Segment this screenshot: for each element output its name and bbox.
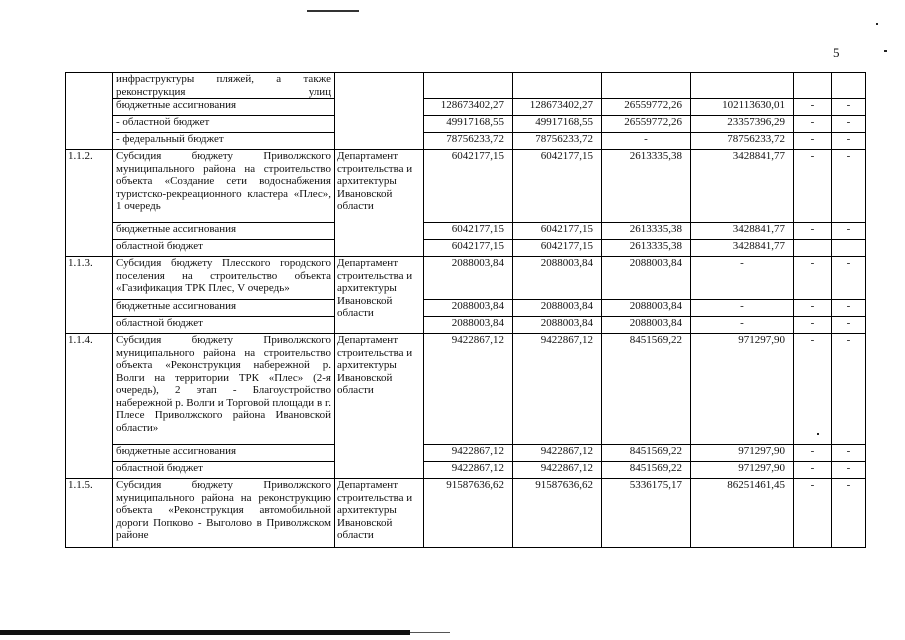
value-cell: - (794, 462, 832, 479)
value-cell: - (832, 317, 866, 334)
scan-artifact-bottom (0, 630, 410, 635)
value-cell: - (691, 300, 794, 317)
table-row (66, 73, 866, 99)
item-text: Субсидия бюджету Приволжского муниципального района на строительство объекта «Реконструкция набережной р. Волги на территории ТРК «Плес» (2-я очередь), 2 этап - Благоустройство набережной р. Волги и Торговой площади в г. Плесе Приволжского района Ивановской области» (113, 334, 335, 445)
value-cell: 3428841,77 (691, 223, 794, 240)
table-row (66, 445, 866, 462)
table-row (66, 150, 866, 223)
item-text: Субсидия бюджету Приволжского муниципального района на реконструкцию объекта «Реконструкция автомобильной дороги Попково - Выголово в Приволжском районе (113, 479, 335, 548)
item-code: 1.1.3. (66, 257, 113, 334)
value-cell: 2088003,84 (424, 300, 513, 317)
item-text: Субсидия бюджету Приволжского муниципального района на строительство объекта «Создание сети водоснабжения туристско-рекреационного кластера «Плес», 1 очередь (113, 150, 335, 223)
value-cell: 78756233,72 (513, 133, 602, 150)
table-row (66, 99, 866, 116)
item-org: Департамент строительства и архитектуры Ивановской области (335, 479, 424, 548)
value-cell: 91587636,62 (513, 479, 602, 548)
item-code: 1.1.2. (66, 150, 113, 257)
value-cell: - (691, 257, 794, 300)
value-cell: 9422867,12 (513, 462, 602, 479)
table-row (66, 300, 866, 317)
row-label: областной бюджет (113, 317, 335, 334)
value-cell: - (794, 300, 832, 317)
table-row (66, 133, 866, 150)
value-cell: 971297,90 (691, 445, 794, 462)
value-cell: 2613335,38 (602, 223, 691, 240)
item-text: Субсидия бюджету Плесского городского поселения на строительство объекта «Газификация ТРК Плес, V очередь» (113, 257, 335, 300)
value-cell: 49917168,55 (424, 116, 513, 133)
scan-dot (884, 50, 887, 52)
value-cell: 9422867,12 (424, 334, 513, 445)
value-cell: - (832, 257, 866, 300)
value-cell: - (832, 116, 866, 133)
value-cell: - (794, 479, 832, 548)
value-cell: - (691, 317, 794, 334)
value-cell: 6042177,15 (513, 240, 602, 257)
value-cell: - (794, 257, 832, 300)
value-cell: - (832, 300, 866, 317)
value-cell: 2088003,84 (424, 317, 513, 334)
value-cell (794, 240, 832, 257)
value-cell: 2613335,38 (602, 150, 691, 223)
value-cell: 2613335,38 (602, 240, 691, 257)
value-cell: 2088003,84 (513, 317, 602, 334)
row-label: - федеральный бюджет (113, 133, 335, 150)
table-row (66, 317, 866, 334)
value-cell: - (832, 445, 866, 462)
value-cell: 2088003,84 (513, 257, 602, 300)
value-cell: 6042177,15 (424, 240, 513, 257)
value-cell: - (794, 116, 832, 133)
row-label: областной бюджет (113, 462, 335, 479)
value-cell: 78756233,72 (424, 133, 513, 150)
value-cell: 8451569,22 (602, 334, 691, 445)
row-label: - областной бюджет (113, 116, 335, 133)
value-cell: 9422867,12 (513, 445, 602, 462)
value-cell: - (794, 445, 832, 462)
value-cell: - (832, 462, 866, 479)
item-code: 1.1.5. (66, 479, 113, 548)
value-cell: - (832, 133, 866, 150)
item-org: Департамент строительства и архитектуры Ивановской области (335, 334, 424, 479)
value-cell: - (794, 99, 832, 116)
value-cell: 2088003,84 (513, 300, 602, 317)
value-cell: - (794, 133, 832, 150)
code-cell (66, 73, 113, 150)
org-cell (335, 73, 424, 150)
row-label: бюджетные ассигнования (113, 99, 335, 116)
value-cell: - (832, 150, 866, 223)
value-cell (832, 240, 866, 257)
value-cell: 9422867,12 (424, 462, 513, 479)
value-cell: - (794, 317, 832, 334)
table-row (66, 257, 866, 300)
value-cell: 6042177,15 (424, 150, 513, 223)
table-row (66, 462, 866, 479)
value-cell: 9422867,12 (513, 334, 602, 445)
scan-artifact-top (307, 10, 359, 12)
row-label: бюджетные ассигнования (113, 445, 335, 462)
value-cell: - (794, 334, 832, 445)
value-cell: 26559772,26 (602, 116, 691, 133)
value-cell: 23357396,29 (691, 116, 794, 133)
value-cell: 78756233,72 (691, 133, 794, 150)
page-number: 5 (833, 45, 840, 60)
table-row (66, 240, 866, 257)
value-cell: - (794, 223, 832, 240)
item-text: инфраструктуры пляжей, а также реконструкция улиц (113, 73, 335, 99)
value-cell: 2088003,84 (424, 257, 513, 300)
value-cell: 8451569,22 (602, 462, 691, 479)
table-row (66, 223, 866, 240)
scan-artifact-bottom-line (410, 632, 450, 633)
scan-dot (876, 23, 878, 25)
row-label: областной бюджет (113, 240, 335, 257)
item-org: Департамент строительства и архитектуры Ивановской области (335, 257, 424, 334)
value-cell: - (832, 334, 866, 445)
value-cell: 26559772,26 (602, 99, 691, 116)
table-row (66, 334, 866, 445)
value-cell: - (832, 479, 866, 548)
value-cell: 128673402,27 (513, 99, 602, 116)
value-cell: - (794, 150, 832, 223)
value-cell: 5336175,17 (602, 479, 691, 548)
value-cell: 8451569,22 (602, 445, 691, 462)
table-row (66, 479, 866, 548)
value-cell: 3428841,77 (691, 240, 794, 257)
value-cell: 2088003,84 (602, 317, 691, 334)
item-code: 1.1.4. (66, 334, 113, 479)
value-cell: 2088003,84 (602, 257, 691, 300)
value-cell: 102113630,01 (691, 99, 794, 116)
value-cell: 49917168,55 (513, 116, 602, 133)
value-cell: 3428841,77 (691, 150, 794, 223)
value-cell: 6042177,15 (513, 223, 602, 240)
item-org: Департамент строительства и архитектуры Ивановской области (335, 150, 424, 257)
value-cell: 6042177,15 (513, 150, 602, 223)
value-cell: 86251461,45 (691, 479, 794, 548)
row-label: бюджетные ассигнования (113, 223, 335, 240)
value-cell: 128673402,27 (424, 99, 513, 116)
value-cell: 91587636,62 (424, 479, 513, 548)
value-cell: 2088003,84 (602, 300, 691, 317)
value-cell: - (832, 99, 866, 116)
value-cell: 971297,90 (691, 334, 794, 445)
budget-table (65, 72, 866, 548)
value-cell: 6042177,15 (424, 223, 513, 240)
table-row (66, 116, 866, 133)
row-label: бюджетные ассигнования (113, 300, 335, 317)
value-cell: 971297,90 (691, 462, 794, 479)
value-cell: 9422867,12 (424, 445, 513, 462)
value-cell: - (602, 133, 691, 150)
value-cell: - (832, 223, 866, 240)
